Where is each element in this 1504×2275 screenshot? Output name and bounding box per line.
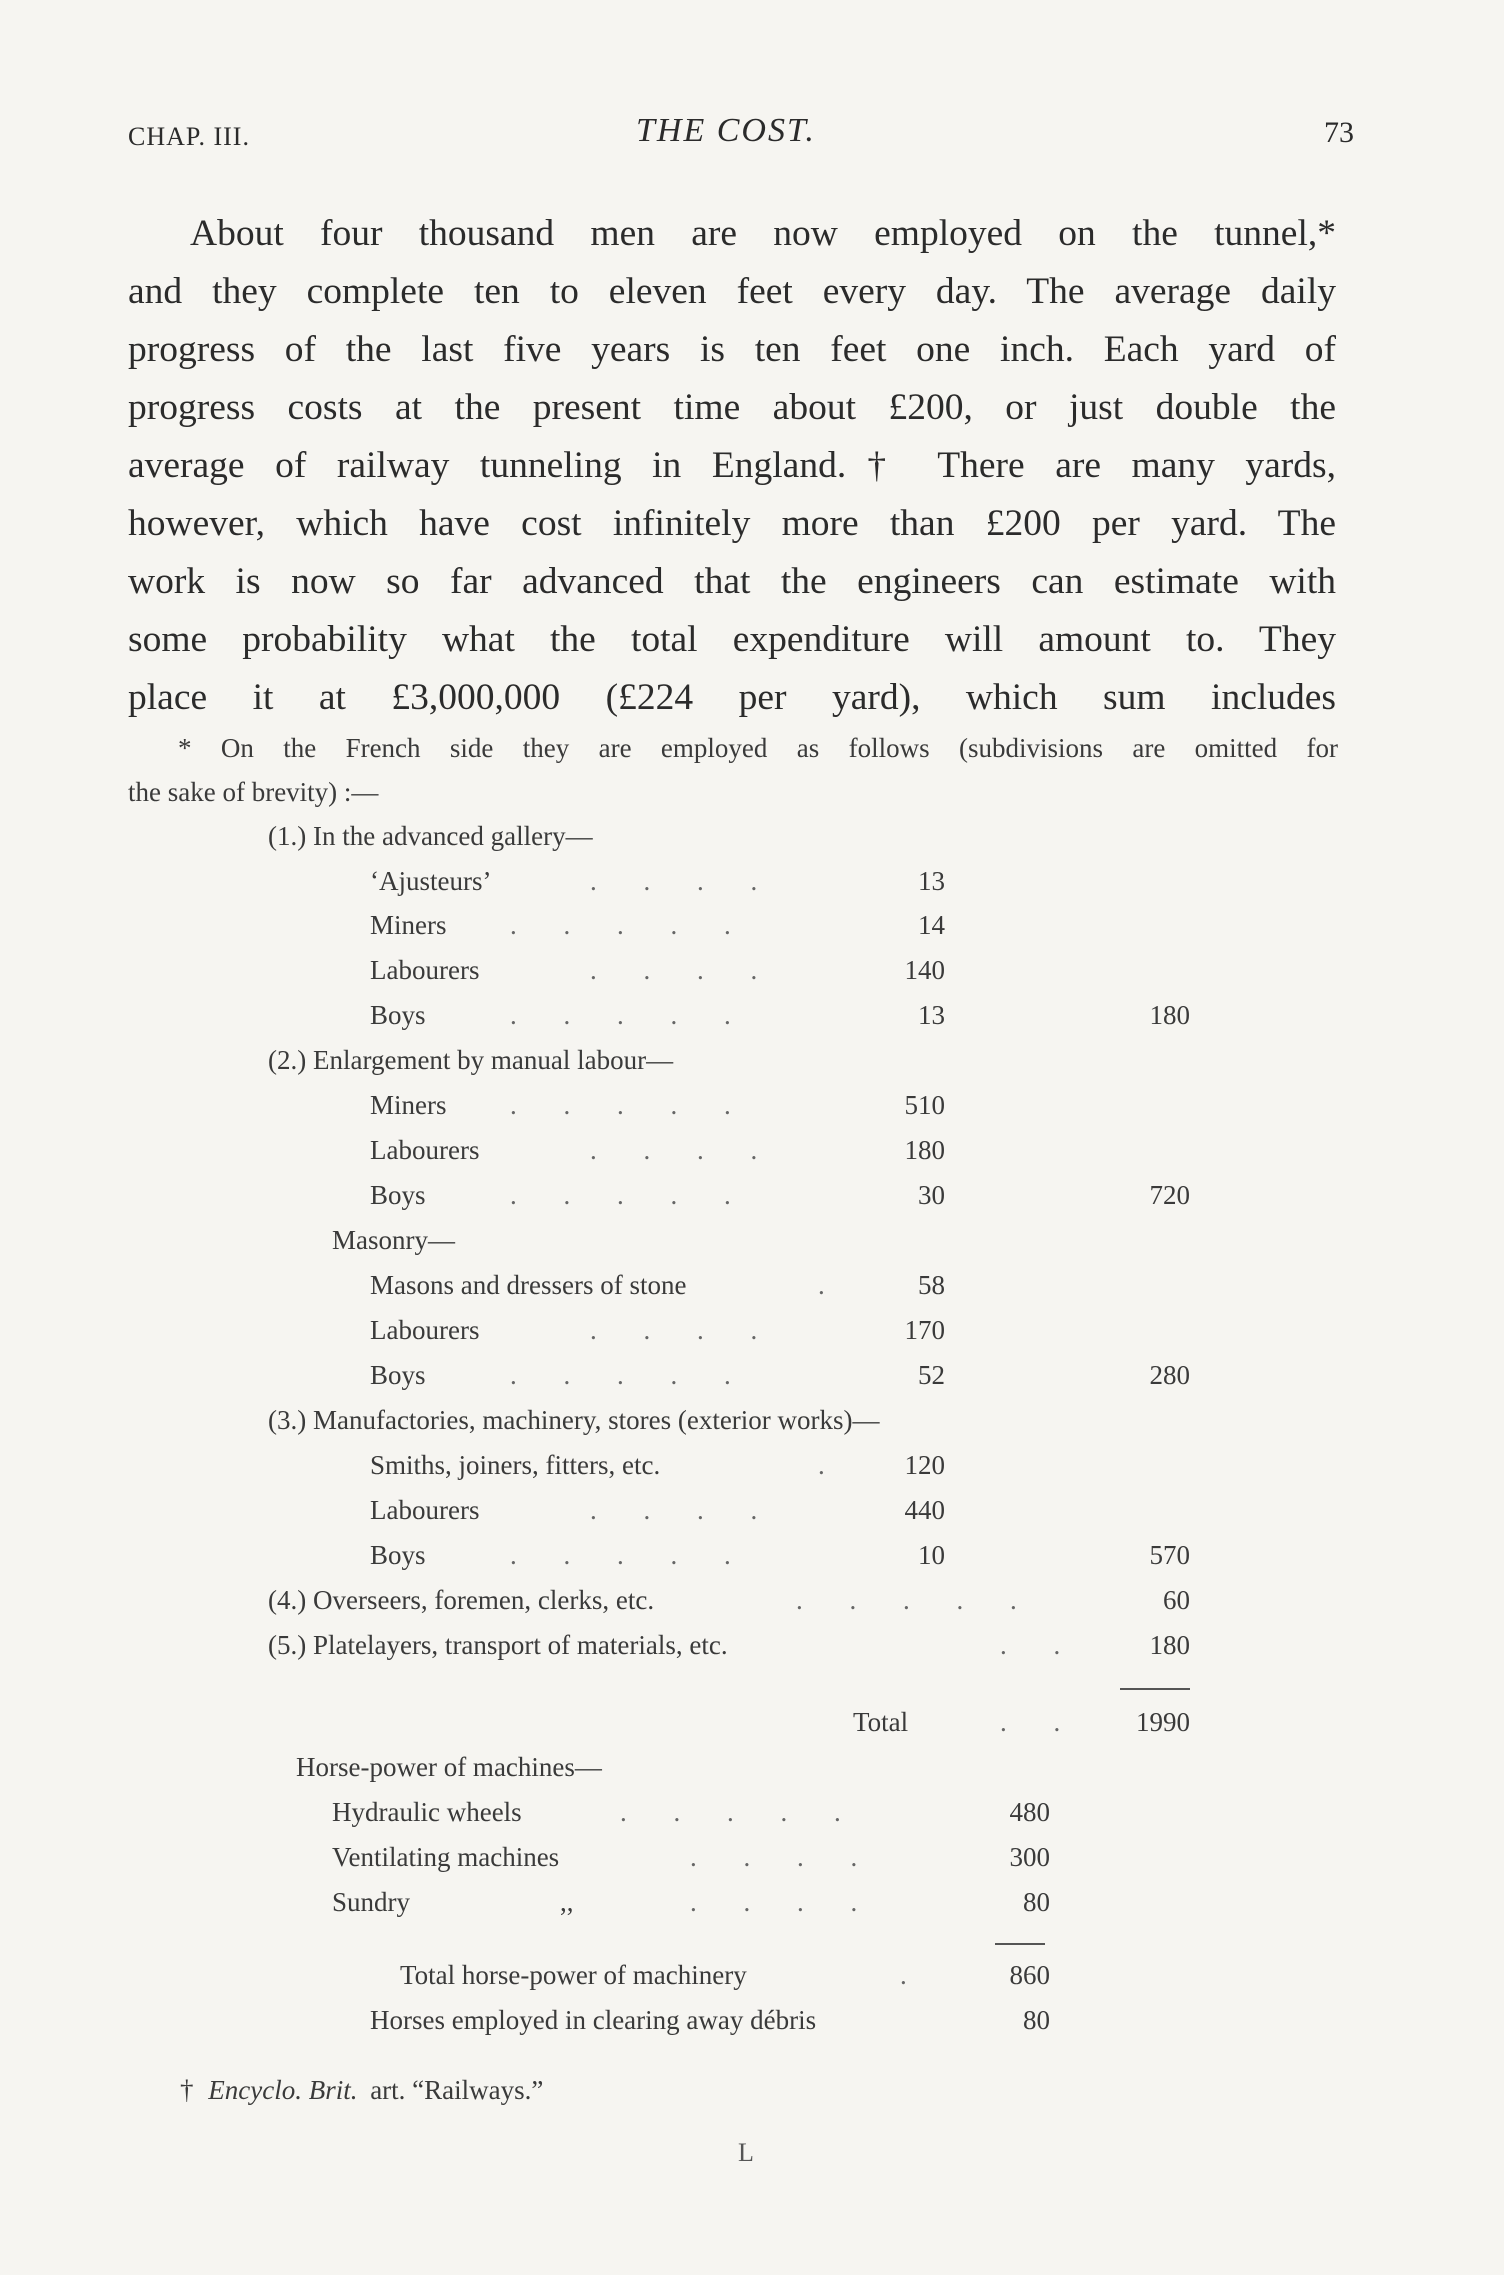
row-label: ‘Ajusteurs’ (370, 866, 492, 896)
body-line: progress of the last five years is ten feet one inch. Each yard of (128, 329, 1336, 370)
row-value: 480 (1009, 1797, 1050, 1827)
signature-mark: L (738, 2138, 754, 2167)
body-line: average of railway tunneling in England.† There are many yards, (128, 445, 1336, 486)
leader-dots: . . . . . (510, 1000, 751, 1030)
leader-dots: . . . . . (796, 1585, 1037, 1615)
row-label: Masons and dressers of stone (370, 1270, 687, 1300)
leader-dots: . . . . . (510, 1360, 751, 1390)
row-label: Miners (370, 1090, 447, 1120)
leader-dots: . . . . (690, 1887, 878, 1917)
row-label: Boys (370, 1180, 426, 1210)
row-value: 13 (918, 866, 945, 896)
leader-dots: . . . . (690, 1842, 878, 1872)
leader-dots: . . . . . (510, 1180, 751, 1210)
leader-dots: . . . . . (510, 910, 751, 940)
subtotal-value: 180 (1149, 1630, 1190, 1660)
leader-dots: . . . . . (510, 1540, 751, 1570)
subtotal-value: 180 (1149, 1000, 1190, 1030)
footnote-dagger (180, 2075, 543, 2106)
row-label: Sundry (332, 1887, 411, 1917)
leader-dots: . . (1000, 1630, 1081, 1660)
row-value: 80 (1023, 1887, 1050, 1917)
section-heading: Horse-power of machines— (296, 1752, 602, 1782)
row-value: 52 (918, 1360, 945, 1390)
row-value: 80 (1023, 2005, 1050, 2035)
body-line: some probability what the total expenditure will amount to. They (128, 619, 1336, 660)
subtotal-value: 570 (1149, 1540, 1190, 1570)
row-label: Total horse-power of machinery (400, 1960, 747, 1990)
body-line: and they complete ten to eleven feet every day. The average daily (128, 271, 1336, 312)
leader-dots: . . . . . (620, 1797, 861, 1827)
row-label: Labourers (370, 955, 480, 985)
row-value: 140 (904, 955, 945, 985)
grand-total-value: 1990 (1136, 1707, 1190, 1737)
row-label: Labourers (370, 1315, 480, 1345)
chapter-label: CHAP. III. (128, 122, 250, 151)
row-value: 860 (1009, 1960, 1050, 1990)
section-heading: (3.) Manufactories, machinery, stores (exterior works)— (268, 1405, 880, 1435)
section-heading: (1.) In the advanced gallery— (268, 821, 593, 851)
total-label: Total (853, 1707, 909, 1737)
row-value: 14 (918, 910, 945, 940)
section-heading: (2.) Enlargement by manual labour— (268, 1045, 674, 1075)
leader-dots: . . . . . (510, 1090, 751, 1120)
row-value: 510 (904, 1090, 945, 1120)
row-label: Boys (370, 1000, 426, 1030)
body-line: work is now so far advanced that the engineers can estimate with (128, 561, 1336, 602)
subtotal-value: 280 (1149, 1360, 1190, 1390)
row-label: Ventilating machines (332, 1842, 560, 1872)
row-label: Horses employed in clearing away débris (370, 2005, 817, 2035)
leader-dots: . . . . (590, 1495, 778, 1525)
footnote-source: Encyclo. Brit. (208, 2075, 358, 2105)
row-value: 440 (904, 1495, 945, 1525)
leader-dots: . . . . (590, 866, 778, 896)
row-value: 10 (918, 1540, 945, 1570)
row-label: Boys (370, 1360, 426, 1390)
subtotal-value: 60 (1163, 1585, 1190, 1615)
dagger-mark: † (180, 2075, 194, 2105)
body-line: About four thousand men are now employed on the tunnel,* (190, 213, 1336, 254)
row-label: Boys (370, 1540, 426, 1570)
ditto-mark: ,, (560, 1887, 574, 1917)
leader-dots: . . . . (590, 1135, 778, 1165)
body-line: progress costs at the present time about £200, or just double the (128, 387, 1336, 428)
row-label: (5.) Platelayers, transport of materials, etc. (268, 1630, 728, 1660)
row-value: 300 (1009, 1842, 1050, 1872)
row-label: Labourers (370, 1495, 480, 1525)
row-label: (4.) Overseers, foremen, clerks, etc. (268, 1585, 655, 1615)
leader-dots: . . . . (590, 955, 778, 985)
leader-dots: . (818, 1450, 845, 1480)
body-line: however, which have cost infinitely more than £200 per yard. The (128, 503, 1336, 544)
row-label: Hydraulic wheels (332, 1797, 522, 1827)
row-value: 30 (918, 1180, 945, 1210)
row-value: 180 (904, 1135, 945, 1165)
footnote-line: * On the French side they are employed as follows (subdivisions are omitted for (178, 733, 1338, 763)
subtotal-value: 720 (1149, 1180, 1190, 1210)
row-value: 58 (918, 1270, 945, 1300)
leader-dots: . (818, 1270, 845, 1300)
leader-dots: . . (1000, 1707, 1081, 1737)
body-line: place it at £3,000,000 (£224 per yard), which sum includes (128, 677, 1336, 718)
footnote-article: art. “Railways.” (370, 2075, 544, 2105)
row-label: Labourers (370, 1135, 480, 1165)
page-title: THE COST. (636, 112, 816, 149)
page-number: 73 (1324, 116, 1354, 149)
row-label: Miners (370, 910, 447, 940)
row-value: 120 (904, 1450, 945, 1480)
row-value: 13 (918, 1000, 945, 1030)
leader-dots: . . . . (590, 1315, 778, 1345)
leader-dots: . (900, 1960, 927, 1990)
sum-rule (995, 1943, 1045, 1945)
sum-rule (1120, 1688, 1190, 1690)
row-label: Smiths, joiners, fitters, etc. (370, 1450, 661, 1480)
footnote-line: the sake of brevity) :— (128, 777, 379, 807)
section-heading: Masonry— (332, 1225, 455, 1255)
row-value: 170 (904, 1315, 945, 1345)
